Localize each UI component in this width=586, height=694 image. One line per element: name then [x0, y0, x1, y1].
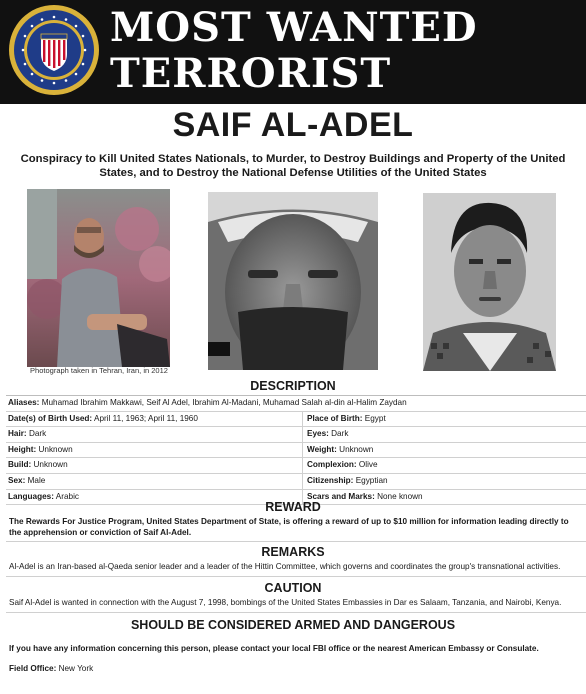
- contact-info-text: If you have any information concerning this person, please contact your local FBI office or the nearest American Embassy or Consulate.: [9, 644, 539, 653]
- languages-value: Arabic: [55, 491, 79, 501]
- armed-dangerous-warning: SHOULD BE CONSIDERED ARMED AND DANGEROUS: [130, 618, 456, 632]
- description-row: [6, 474, 586, 490]
- remarks-text: Al-Adel is an Iran-based al-Qaeda senior leader and a leader of the Hittin Committee, which governs and coordinates the group's transnational activities.: [9, 562, 561, 571]
- poster-header: [0, 0, 586, 104]
- hair-value: Dark: [28, 429, 47, 439]
- charges-text: Conspiracy to Kill United States Nationals, to Murder, to Destroy Buildings and Property of the United States, and to Destroy the National Defense Utilities of the United States: [20, 153, 566, 179]
- subject-photo-bw-closeup: [208, 192, 378, 370]
- eyes-value: Dark: [331, 429, 349, 439]
- aliases-value: Muhamad Ibrahim Makkawi, Seif Al Adel, Ibrahim Al-Madani, Muhamad Salah al-din al-Halim Zaydan: [41, 398, 407, 407]
- description-row: [6, 427, 586, 443]
- dob-value: April 11, 1963; April 11, 1960: [93, 413, 198, 423]
- height-label: Height:: [8, 444, 37, 454]
- aliases-row: [6, 396, 586, 412]
- field-office-value: New York: [58, 664, 94, 673]
- header-title-line2: TERRORIST: [110, 50, 392, 97]
- caution-text: Saif Al-Adel is wanted in connection with the August 7, 1998, bombings of the United States Embassies in Dar es Salaam, Tanzania, and Nairobi, Kenya.: [9, 598, 562, 607]
- divider: [6, 612, 586, 613]
- header-title-line1: MOST WANTED: [110, 4, 478, 51]
- aliases-label: Aliases:: [8, 398, 40, 407]
- description-table: [6, 395, 586, 505]
- weight-label: Weight:: [307, 444, 337, 454]
- citizenship-value: Egyptian: [355, 475, 388, 485]
- hair-label: Hair:: [8, 429, 27, 439]
- sex-label: Sex:: [8, 475, 26, 485]
- citizenship-label: Citizenship:: [307, 475, 354, 485]
- caution-title: CAUTION: [264, 581, 322, 595]
- field-office: [9, 663, 577, 674]
- eyes-label: Eyes:: [307, 429, 329, 439]
- description-row: [6, 443, 586, 459]
- scars-value: None known: [377, 491, 423, 501]
- description-row: [6, 458, 586, 474]
- reward-title: REWARD: [265, 500, 321, 514]
- remarks-title: REMARKS: [261, 545, 325, 559]
- complexion-label: Complexion:: [307, 460, 357, 470]
- photo-caption: Photograph taken in Tehran, Iran, in 2012: [30, 366, 168, 375]
- field-office-label: Field Office:: [9, 664, 57, 673]
- description-title: DESCRIPTION: [250, 379, 336, 393]
- subject-photo-portrait: [423, 193, 556, 371]
- dob-label: Date(s) of Birth Used:: [8, 413, 93, 423]
- reward-text: The Rewards For Justice Program, United States Department of State, is offering a reward of up to $10 million for information leading directly to the apprehension or conviction of Saif Al-Adel.: [9, 517, 569, 537]
- height-value: Unknown: [38, 444, 73, 454]
- scars-label: Scars and Marks:: [307, 491, 375, 501]
- build-value: Unknown: [33, 460, 68, 470]
- languages-label: Languages:: [8, 491, 54, 501]
- fbi-seal-icon: [8, 4, 100, 96]
- subject-name: SAIF AL-ADEL: [172, 106, 414, 144]
- divider: [6, 541, 586, 542]
- sex-value: Male: [27, 475, 46, 485]
- description-row: [6, 412, 586, 428]
- complexion-value: Olive: [358, 460, 378, 470]
- place-of-birth-label: Place of Birth:: [307, 413, 363, 423]
- build-label: Build:: [8, 460, 32, 470]
- divider: [6, 576, 586, 577]
- weight-value: Unknown: [339, 444, 374, 454]
- subject-photo-tehran: [27, 189, 170, 367]
- place-of-birth-value: Egypt: [364, 413, 386, 423]
